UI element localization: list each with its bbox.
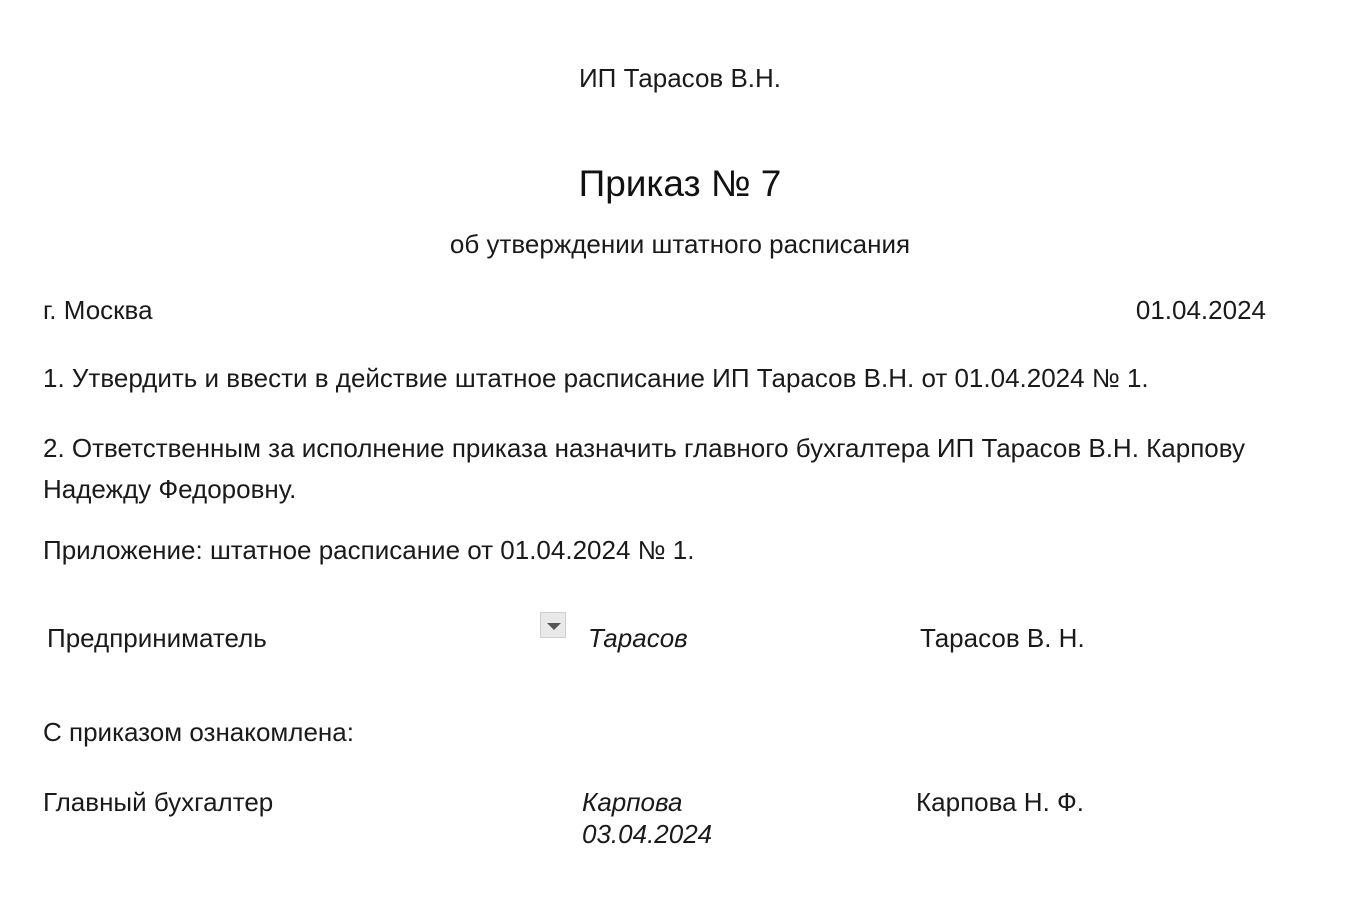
signature-dropdown-button[interactable] [540, 612, 566, 638]
document-date: 01.04.2024 [1135, 295, 1266, 325]
order-item-1: 1. Утвердить и ввести в действие штатное расписание ИП Тарасов В.Н. от 01.04.2024 № 1. [43, 363, 1149, 393]
signature-block [582, 786, 712, 850]
signatory-role: Главный бухгалтер [43, 787, 274, 817]
signatory-name: Карпова Н. Ф. [916, 787, 1085, 817]
document-subtitle: об утверждении штатного расписания [449, 229, 911, 259]
order-item-2: 2. Ответственным за исполнение приказа назначить главного бухгалтера ИП Тарасов В.Н. Карпову Надежду Федоровну. [43, 433, 1246, 504]
acknowledgement-label: С приказом ознакомлена: [43, 717, 354, 747]
signature-date: 03.04.2024 [582, 819, 713, 849]
document-city: г. Москва [43, 295, 153, 325]
document-title: Приказ № 7 [578, 163, 782, 204]
signature: Тарасов [588, 623, 688, 653]
document-appendix: Приложение: штатное расписание от 01.04.2024 № 1. [43, 535, 695, 565]
signature: Карпова [582, 787, 683, 817]
organization-name: ИП Тарасов В.Н. [578, 63, 782, 93]
triangle-down-icon [547, 623, 561, 630]
signatory-role: Предприниматель [47, 623, 267, 653]
signatory-name: Тарасов В. Н. [920, 623, 1085, 653]
